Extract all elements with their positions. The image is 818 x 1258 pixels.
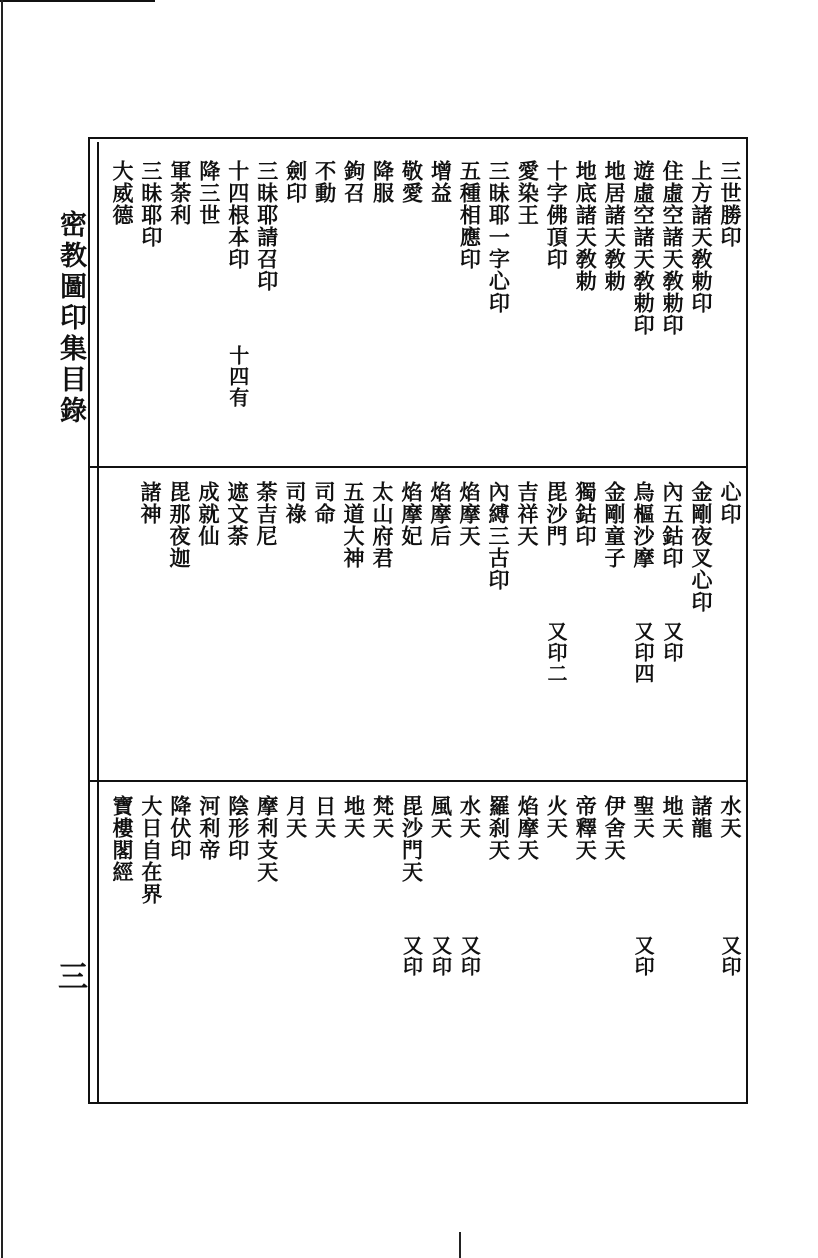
section-divider [90, 466, 746, 468]
contents-entry: 十字佛頂印 [544, 160, 570, 270]
contents-entry: 愛染王 [515, 160, 541, 226]
top-rule [0, 0, 155, 2]
contents-entry: 地底諸天敎勅 [573, 160, 599, 292]
contents-entry: 降服 [370, 160, 396, 204]
contents-entry: 鉤召 [341, 160, 367, 204]
contents-entry: 焰摩天 [515, 795, 541, 861]
contents-entry: 不動 [312, 160, 338, 204]
contents-entry: 焰摩后 [428, 481, 453, 547]
contents-entry: 金剛夜叉心印 [689, 481, 714, 613]
contents-section-1 [100, 160, 745, 460]
contents-entry: 心印 [718, 481, 743, 525]
contents-entry: 水天 [718, 795, 743, 839]
contents-entry: 梵天 [370, 795, 396, 839]
contents-entry: 增益 [428, 160, 454, 204]
contents-entry: 三昧耶請召印 [254, 160, 280, 292]
left-edge-line [1, 0, 3, 1258]
entry-note: 又印 [399, 935, 424, 977]
contents-section-3 [100, 795, 745, 1095]
contents-entry: 劍印 [283, 160, 309, 204]
contents-entry: 三昧耶印 [138, 160, 164, 248]
entry-note: 十四有 [225, 345, 250, 408]
contents-entry: 內縛三古印 [486, 481, 511, 591]
contents-entry: 諸神 [138, 481, 163, 525]
contents-entry: 日天 [312, 795, 338, 839]
contents-entry: 地居諸天敎勅 [602, 160, 628, 292]
contents-entry: 焰摩天 [457, 481, 482, 547]
contents-entry: 伊舍天 [602, 795, 628, 861]
contents-entry: 毘沙門天 [399, 795, 425, 883]
contents-entry: 成就仙 [196, 481, 221, 547]
contents-entry: 住虛空諸天敎勅印 [660, 160, 686, 336]
contents-entry: 焰摩妃 [399, 481, 424, 547]
section-divider [90, 780, 746, 782]
contents-entry: 遊虛空諸天敎勅印 [631, 160, 657, 336]
contents-entry: 毘那夜迦 [167, 481, 192, 569]
contents-entry: 十四根本印 [225, 160, 251, 270]
contents-entry: 獨鈷印 [573, 481, 598, 547]
page-number: 三 [58, 960, 88, 995]
entry-note: 又印 [457, 935, 482, 977]
contents-entry: 地天 [660, 795, 686, 839]
contents-entry: 帝釋天 [573, 795, 599, 861]
contents-entry: 聖天 [631, 795, 657, 839]
frame-inner-line [97, 142, 99, 1104]
contents-entry: 大威德 [109, 160, 135, 226]
entry-note: 又印 [428, 935, 453, 977]
entry-note: 又印二 [544, 621, 568, 684]
contents-entry: 五道大神 [341, 481, 366, 569]
contents-entry: 水天 [457, 795, 483, 839]
contents-entry: 火天 [544, 795, 570, 839]
contents-entry: 軍荼利 [167, 160, 193, 226]
contents-entry: 遮文荼 [225, 481, 250, 547]
contents-entry: 荼吉尼 [254, 481, 279, 547]
contents-entry: 敬愛 [399, 160, 425, 204]
contents-entry: 吉祥天 [515, 481, 540, 547]
contents-entry: 太山府君 [370, 481, 395, 569]
contents-entry: 金剛童子 [602, 481, 627, 569]
contents-entry: 大日自在界 [138, 795, 164, 905]
contents-entry: 上方諸天敎勅印 [689, 160, 715, 314]
contents-entry: 司命 [312, 481, 337, 525]
contents-entry: 降三世 [196, 160, 222, 226]
entry-note: 又印 [718, 935, 742, 977]
contents-entry: 河利帝 [196, 795, 222, 861]
contents-entry: 三世勝印 [718, 160, 743, 248]
contents-entry: 內五鈷印 [660, 481, 685, 569]
contents-entry: 月天 [283, 795, 309, 839]
contents-entry: 羅刹天 [486, 795, 512, 861]
contents-section-2 [100, 481, 745, 771]
contents-entry: 降伏印 [167, 795, 193, 861]
entry-note: 又印四 [631, 621, 655, 684]
entry-note: 又印 [660, 621, 684, 663]
entry-note: 又印 [631, 935, 656, 977]
contents-entry: 諸龍 [689, 795, 715, 839]
contents-entry: 司祿 [283, 481, 308, 525]
contents-entry: 風天 [428, 795, 454, 839]
contents-entry: 寶樓閣經 [109, 795, 135, 883]
contents-entry: 五種相應印 [457, 160, 483, 270]
contents-entry: 陰形印 [225, 795, 251, 861]
contents-entry: 三昧耶一字心印 [486, 160, 512, 314]
contents-entry: 地天 [341, 795, 367, 839]
contents-entry: 摩利支天 [254, 795, 280, 883]
gutter-mark [459, 1232, 461, 1258]
side-title: 密教圖印集目錄 [55, 210, 86, 427]
contents-entry: 烏樞沙摩 [631, 481, 656, 569]
contents-entry: 毘沙門 [544, 481, 569, 547]
